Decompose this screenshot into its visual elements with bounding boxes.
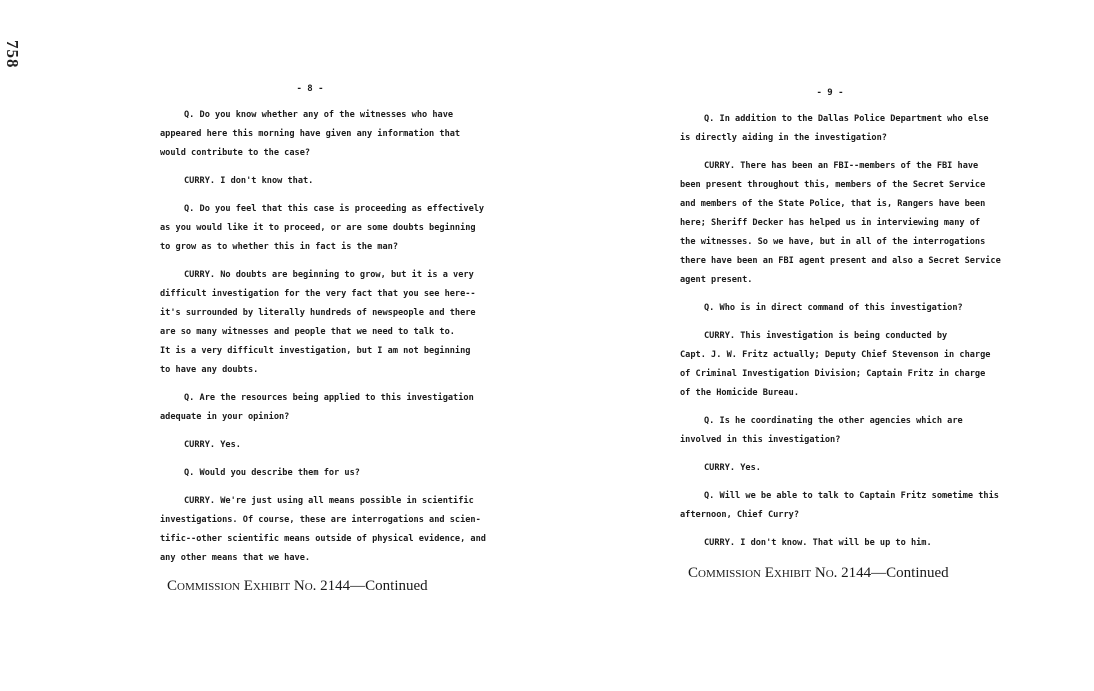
transcript-line: difficult investigation for the very fact that you see here-- [160,289,476,299]
transcript-line: of the Homicide Bureau. [680,388,799,398]
transcript-paragraph [680,412,990,450]
transcript-line: CURRY. There has been an FBI--members of the FBI have [704,161,979,171]
transcript-line: been present throughout this, members of the Secret Service [680,180,986,190]
transcript-paragraph [160,172,480,191]
transcript-line: Capt. J. W. Fritz actually; Deputy Chief Stevenson in charge [680,350,991,360]
transcript-line: Q. In addition to the Dallas Police Department who else [704,114,989,124]
transcript-line: afternoon, Chief Curry? [680,510,799,520]
transcript-line: CURRY. I don't know. That will be up to him. [704,538,932,548]
transcript-paragraph [160,266,480,380]
transcript-line: here; Sheriff Decker has helped us in interviewing many of [680,218,981,228]
transcript-paragraph [160,492,486,568]
right-page-footer [688,565,949,582]
left-footer-exhibit: Commission Exhibit No. 2144 [167,578,351,594]
transcript-paragraph [160,106,480,163]
transcript-line: CURRY. Yes. [184,440,241,450]
transcript-line: as you would like it to proceed, or are some doubts beginning [160,223,476,233]
transcript-paragraph [160,436,480,455]
transcript-line: Q. Would you describe them for us? [184,468,360,478]
transcript-line: CURRY. No doubts are beginning to grow, but it is a very [184,270,474,280]
transcript-line: and members of the State Police, that is, Rangers have been [680,199,986,209]
transcript-line: any other means that we have. [160,553,311,563]
transcript-line: Q. Will we be able to talk to Captain Fritz sometime this [704,491,999,501]
transcript-line: CURRY. We're just using all means possible in scientific [184,496,474,506]
left-footer-continued: —Continued [350,578,428,594]
transcript-paragraph [680,110,990,148]
transcript-line: tific--other scientific means outside of physical evidence, and [160,534,486,544]
transcript-line: Q. Do you feel that this case is proceeding as effectively [184,204,485,214]
transcript-paragraph [160,200,485,257]
transcript-line: It is a very difficult investigation, but I am not beginning [160,346,471,356]
transcript-paragraph [160,389,480,427]
transcript-line: to have any doubts. [160,365,259,375]
transcript-line: agent present. [680,275,753,285]
transcript-line: appeared here this morning have given any information that [160,129,461,139]
transcript-line: Q. Do you know whether any of the witnesses who have [184,110,454,120]
transcript-line: investigations. Of course, these are interrogations and scien- [160,515,481,525]
transcript-line: CURRY. I don't know that. [184,176,314,186]
transcript-line: there have been an FBI agent present and also a Secret Service [680,256,1001,266]
transcript-line: would contribute to the case? [160,148,311,158]
left-page [160,80,486,568]
right-page [680,84,1001,553]
transcript-paragraph [680,459,990,478]
left-page-folio: - 8 - [296,84,324,94]
transcript-line: it's surrounded by literally hundreds of newspeople and there [160,308,476,318]
transcript-line: Q. Who is in direct command of this investigation? [704,303,963,313]
transcript-line: the witnesses. So we have, but in all of the interrogations [680,237,986,247]
side-page-number: 758 [3,40,22,69]
transcript-line: Q. Are the resources being applied to this investigation [184,393,474,403]
right-footer-continued: —Continued [871,565,949,581]
transcript-line: of Criminal Investigation Division; Captain Fritz in charge [680,369,986,379]
transcript-paragraph [680,487,999,525]
right-page-folio: - 9 - [816,88,844,98]
right-page-body [680,110,1001,553]
transcript-line: involved in this investigation? [680,435,841,445]
transcript-line: CURRY. This investigation is being conducted by [704,331,948,341]
transcript-line: adequate in your opinion? [160,412,290,422]
right-footer-exhibit: Commission Exhibit No. 2144 [688,565,872,581]
left-page-body [160,106,486,568]
left-page-footer [167,578,428,595]
transcript-paragraph [160,464,480,483]
transcript-paragraph [680,157,1001,290]
transcript-paragraph [680,534,990,553]
transcript-paragraph [680,327,990,403]
transcript-line: are so many witnesses and people that we need to talk to. [160,327,455,337]
transcript-line: CURRY. Yes. [704,463,761,473]
transcript-line: to grow as to whether this in fact is the man? [160,242,398,252]
transcript-paragraph [680,299,990,318]
transcript-line: Q. Is he coordinating the other agencies which are [704,416,963,426]
transcript-line: is directly aiding in the investigation? [680,133,887,143]
